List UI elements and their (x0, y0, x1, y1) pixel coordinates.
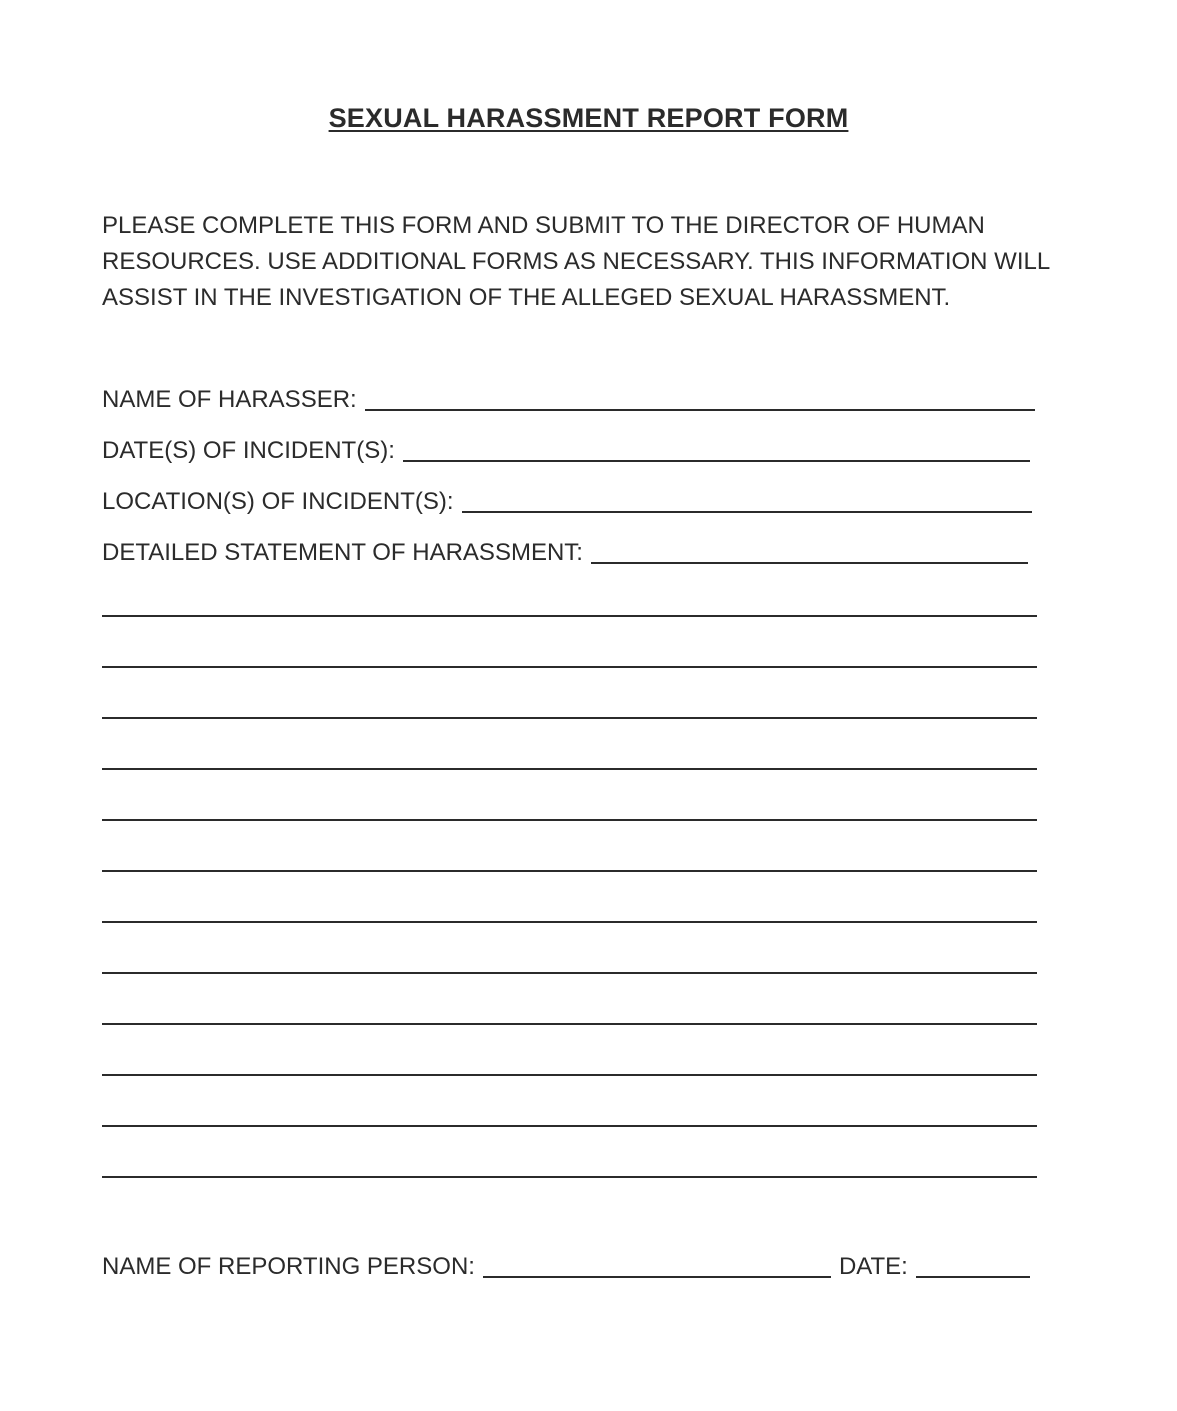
statement-writing-line[interactable] (102, 719, 1037, 770)
statement-writing-line[interactable] (102, 617, 1037, 668)
statement-writing-line[interactable] (102, 821, 1037, 872)
incident-dates-blank[interactable] (403, 436, 1030, 462)
reporting-person-blank[interactable] (483, 1252, 831, 1278)
form-title: SEXUAL HARASSMENT REPORT FORM (328, 103, 849, 133)
harasser-name-blank[interactable] (365, 385, 1035, 411)
statement-writing-line[interactable] (102, 566, 1037, 617)
statement-writing-line[interactable] (102, 1076, 1037, 1127)
incident-dates-label: DATE(S) OF INCIDENT(S): (102, 437, 395, 464)
statement-writing-line[interactable] (102, 770, 1037, 821)
date-blank[interactable] (916, 1252, 1030, 1278)
harasser-name-field (102, 382, 1035, 414)
statement-lines (102, 566, 1037, 1178)
statement-writing-line[interactable] (102, 974, 1037, 1025)
statement-label: DETAILED STATEMENT OF HARASSMENT: (102, 539, 583, 566)
incident-locations-field (102, 484, 1032, 516)
form-instructions: PLEASE COMPLETE THIS FORM AND SUBMIT TO THE DIRECTOR OF HUMAN RESOURCES. USE ADDITIONAL FORMS AS NECESSARY. THIS INFORMATION WILL ASSIST IN THE INVESTIGATION OF THE ALLEGED SEXUAL HARASSMENT. (102, 212, 1050, 311)
reporting-person-label: NAME OF REPORTING PERSON: (102, 1253, 475, 1280)
statement-field (102, 535, 1028, 567)
harasser-name-label: NAME OF HARASSER: (102, 386, 357, 413)
statement-writing-line[interactable] (102, 1127, 1037, 1178)
incident-locations-blank[interactable] (462, 487, 1032, 513)
incident-dates-field (102, 433, 1030, 465)
statement-writing-line[interactable] (102, 1025, 1037, 1076)
incident-locations-label: LOCATION(S) OF INCIDENT(S): (102, 488, 454, 515)
statement-writing-line[interactable] (102, 872, 1037, 923)
date-label: DATE: (838, 1253, 908, 1280)
statement-writing-line[interactable] (102, 668, 1037, 719)
statement-writing-line[interactable] (102, 923, 1037, 974)
reporting-footer (102, 1249, 1030, 1281)
statement-first-blank[interactable] (591, 538, 1028, 564)
